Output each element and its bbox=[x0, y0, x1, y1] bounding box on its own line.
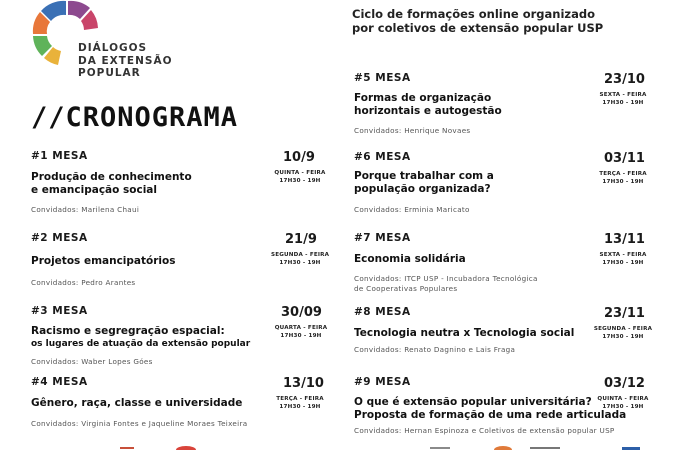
mesa-label: #5 MESA bbox=[354, 72, 411, 84]
subtitle-line-2: por coletivos de extensão popular USP bbox=[352, 21, 604, 35]
mesa-date: 23/11 bbox=[604, 306, 645, 321]
brand-name bbox=[78, 42, 173, 80]
mesa-title bbox=[31, 325, 250, 351]
partner-logo-icon bbox=[494, 446, 512, 450]
mesa-time: 17H30 - 19H bbox=[279, 177, 321, 184]
mesa-time: 17H30 - 19H bbox=[602, 333, 644, 340]
mesa-title-line-1: Formas de organização bbox=[354, 92, 492, 104]
mesa-title bbox=[354, 327, 574, 340]
mesa-title-line-2: horizontais e autogestão bbox=[354, 105, 502, 117]
mesa-title bbox=[31, 255, 175, 268]
mesa-title-line-2: e emancipação social bbox=[31, 184, 157, 196]
partner-logo-icon bbox=[176, 446, 196, 450]
mesa-time: 17H30 - 19H bbox=[602, 178, 644, 185]
mesa-day-time bbox=[592, 326, 654, 341]
partner-logo-icon bbox=[530, 447, 560, 449]
partner-logo-icon bbox=[430, 447, 450, 449]
mesa-label: #6 MESA bbox=[354, 151, 411, 163]
mesa-day: QUINTA - FEIRA bbox=[274, 170, 326, 176]
mesa-guests: Convidados: Erminia Maricato bbox=[354, 205, 470, 214]
mesa-day-time bbox=[594, 252, 652, 267]
mesa-day-time bbox=[594, 171, 652, 186]
mesa-title bbox=[354, 92, 502, 118]
page-title: //CRONOGRAMA bbox=[31, 102, 239, 133]
mesa-guests-line-1: Convidados: ITCP USP - Incubadora Tecnológica bbox=[354, 274, 538, 283]
mesa-time: 17H30 - 19H bbox=[279, 259, 321, 266]
mesa-day-time bbox=[271, 252, 329, 267]
mesa-date: 03/12 bbox=[604, 376, 645, 391]
mesa-day: SEGUNDA - FEIRA bbox=[271, 252, 330, 258]
mesa-day-time bbox=[594, 396, 652, 411]
mesa-date: 21/9 bbox=[285, 232, 317, 247]
mesa-title-line-2: Proposta de formação de uma rede articulada bbox=[354, 409, 627, 421]
mesa-time: 17H30 - 19H bbox=[602, 259, 644, 266]
brand-line-1: DIÁLOGOS bbox=[78, 42, 148, 54]
mesa-title bbox=[354, 170, 494, 196]
mesa-day: SEGUNDA - FEIRA bbox=[593, 326, 653, 332]
mesa-date: 13/11 bbox=[604, 232, 645, 247]
mesa-time: 17H30 - 19H bbox=[602, 99, 644, 106]
mesa-label: #9 MESA bbox=[354, 376, 411, 388]
subtitle-line-1: Ciclo de formações online organizado bbox=[352, 7, 596, 21]
mesa-time: 17H30 - 19H bbox=[279, 403, 321, 410]
mesa-title bbox=[354, 253, 466, 266]
mesa-date: 30/09 bbox=[281, 305, 322, 320]
mesa-time: 17H30 - 19H bbox=[280, 332, 322, 339]
mesa-day-time bbox=[271, 325, 331, 340]
mesa-day-time bbox=[594, 92, 652, 107]
mesa-day: SEXTA - FEIRA bbox=[599, 92, 647, 98]
mesa-guests: Convidados: Pedro Arantes bbox=[31, 278, 136, 287]
mesa-title-line-1: Porque trabalhar com a bbox=[354, 170, 494, 182]
mesa-label: #2 MESA bbox=[31, 232, 88, 244]
mesa-date: 23/10 bbox=[604, 72, 645, 87]
mesa-label: #4 MESA bbox=[31, 376, 88, 388]
mesa-title-line-1: Tecnologia neutra x Tecnologia social bbox=[354, 327, 575, 339]
mesa-day: SEXTA - FEIRA bbox=[599, 252, 647, 258]
mesa-label: #1 MESA bbox=[31, 150, 88, 162]
mesa-guests: Convidados: Henrique Novaes bbox=[354, 126, 471, 135]
partner-logo-icon bbox=[120, 447, 134, 449]
mesa-date: 10/9 bbox=[283, 150, 315, 165]
mesa-guests: Convidados: Hernan Espinoza e Coletivos de extensão popular USP bbox=[354, 426, 615, 435]
mesa-guests bbox=[354, 274, 538, 293]
mesa-time: 17H30 - 19H bbox=[602, 403, 644, 410]
mesa-title-line-2: população organizada? bbox=[354, 183, 491, 195]
mesa-title-line-1: Gênero, raça, classe e universidade bbox=[31, 397, 243, 409]
mesa-title-line-1: Produção de conhecimento bbox=[31, 171, 192, 183]
mesa-guests: Convidados: Waber Lopes Góes bbox=[31, 357, 153, 366]
mesa-day-time bbox=[271, 170, 329, 185]
mesa-title-line-2: os lugares de atuação da extensão popular bbox=[31, 339, 251, 349]
mesa-day-time bbox=[271, 396, 329, 411]
mesa-title-line-1: O que é extensão popular universitária? bbox=[354, 396, 592, 408]
mesa-date: 03/11 bbox=[604, 151, 645, 166]
mesa-day: TERÇA - FEIRA bbox=[276, 396, 324, 402]
mesa-label: #8 MESA bbox=[354, 306, 411, 318]
mesa-guests: Convidados: Renato Dagnino e Lais Fraga bbox=[354, 345, 516, 354]
mesa-day: QUINTA - FEIRA bbox=[597, 396, 649, 402]
mesa-guests: Convidados: Virginia Fontes e Jaqueline Moraes Teixeira bbox=[31, 419, 248, 428]
mesa-label: #3 MESA bbox=[31, 305, 88, 317]
mesa-label: #7 MESA bbox=[354, 232, 411, 244]
mesa-title-line-1: Economia solidária bbox=[354, 253, 466, 265]
brand-line-2: DA EXTENSÃO bbox=[78, 54, 173, 67]
mesa-title bbox=[354, 396, 626, 422]
partner-logos-strip bbox=[0, 442, 675, 450]
mesa-day: TERÇA - FEIRA bbox=[599, 171, 647, 177]
mesa-title-line-1: Projetos emancipatórios bbox=[31, 255, 176, 267]
mesa-title-line-1: Racismo e segregração espacial: bbox=[31, 325, 225, 337]
mesa-day: QUARTA - FEIRA bbox=[274, 325, 328, 331]
mesa-guests-line-2: de Cooperativas Populares bbox=[354, 283, 458, 293]
subtitle bbox=[352, 7, 603, 35]
mesa-title bbox=[31, 171, 192, 197]
mesa-guests: Convidados: Marilena Chaui bbox=[31, 205, 140, 214]
mesa-title bbox=[31, 397, 242, 410]
brand-line-3: POPULAR bbox=[78, 67, 141, 79]
mesa-date: 13/10 bbox=[283, 376, 324, 391]
